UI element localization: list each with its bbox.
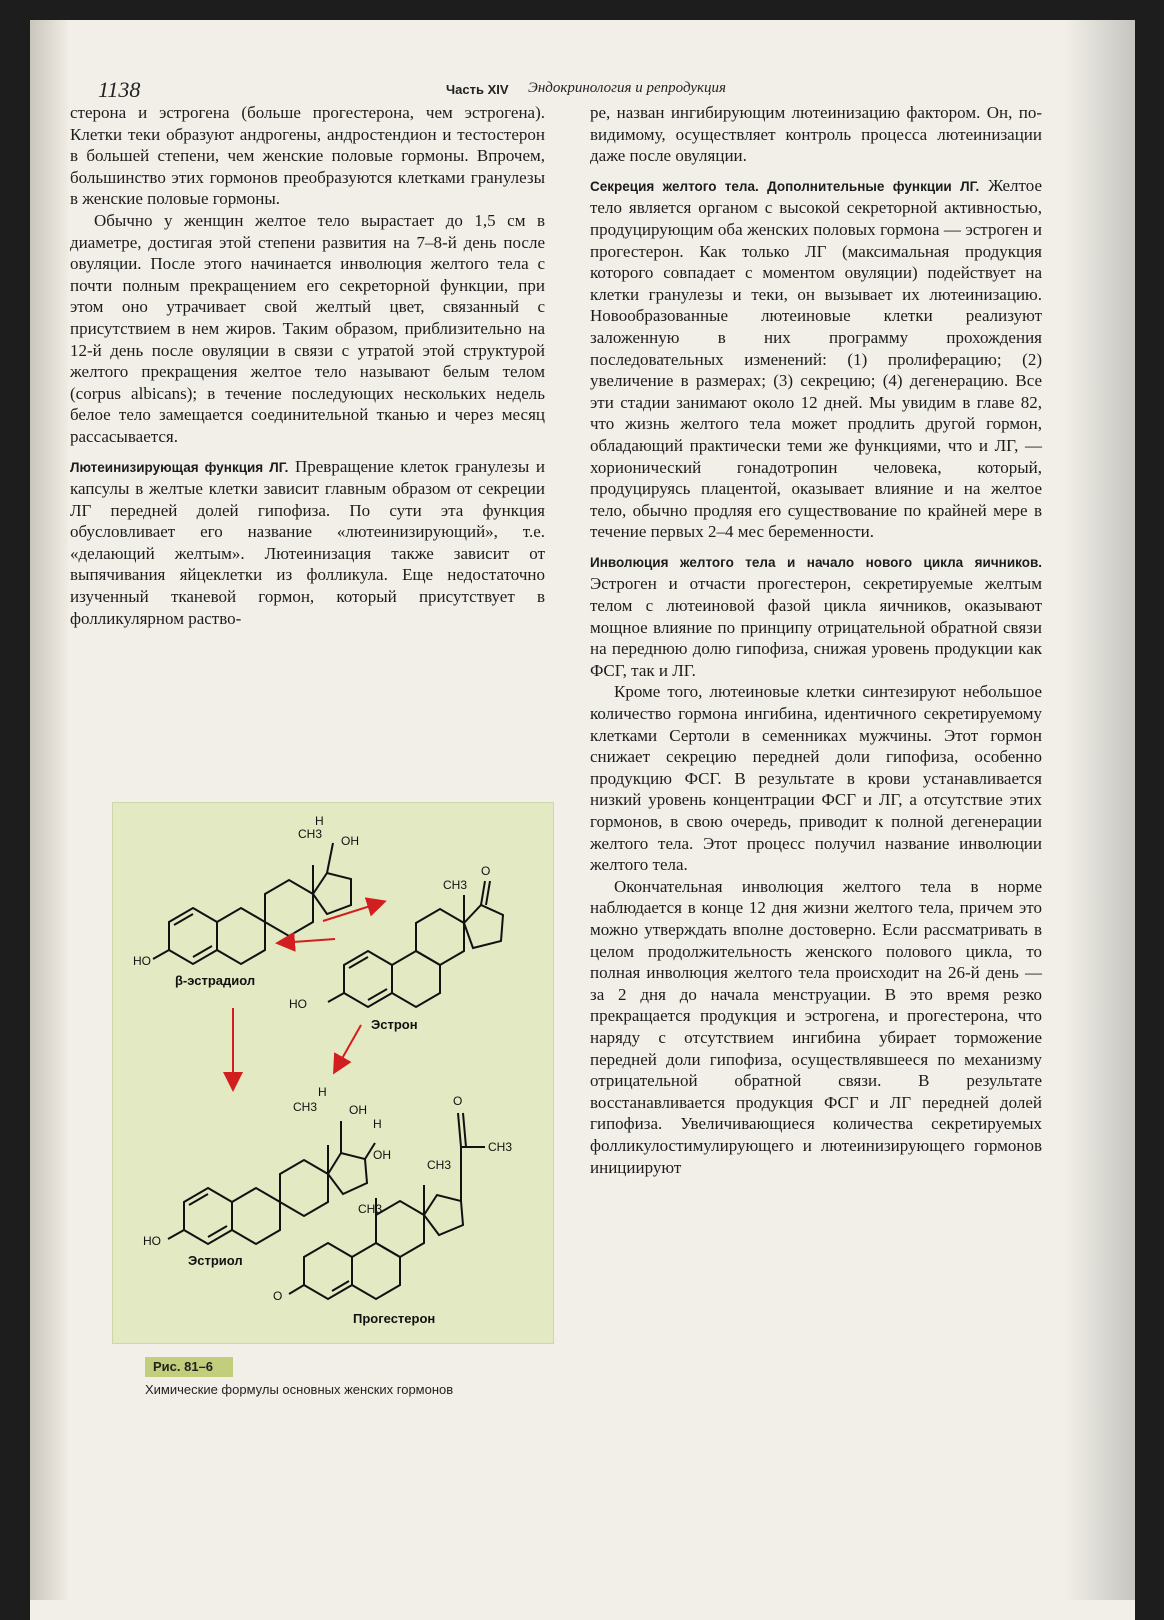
text-column-right [590, 102, 1042, 1178]
text-column-left [70, 102, 545, 629]
atom-label: CH3 [427, 1158, 452, 1172]
atom-label: O [453, 1094, 463, 1108]
atom-label: HO [133, 954, 151, 968]
figure-label: Рис. 81–6 [145, 1357, 233, 1377]
atom-label: O [481, 864, 491, 878]
atom-label: OH [373, 1148, 391, 1162]
paragraph-body: Превращение клеток гранулезы и капсулы в желтые клетки зависит главным образом от секреции ЛГ передней долей гипофиза. По сути эта функция обусловливает его название «лютеинизирующий», т.е. «делающий желтым». Лютеинизация также зависит от выпячивания яйцеклетки из фолликула. Еще недостаточно изученный тканевой гормон, который присутствует в фолликулярном раство- [70, 456, 545, 628]
paragraph [590, 551, 1042, 682]
chemical-structures-figure [112, 802, 554, 1344]
page-edge-shadow [1065, 20, 1135, 1600]
section-heading: Секреция желтого тела. Дополнительные функции ЛГ. [590, 178, 980, 194]
progesterone-structure [289, 1113, 485, 1299]
page-number: 1138 [98, 77, 141, 102]
paragraph-body: Желтое тело является органом с высокой секреторной активностью, продуцирующим оба женских половых гормона — эстроген и прогестерон. Как только ЛГ (максимальная продукция которого совпадает с моментом овуляции) подействует на клетки гранулезы и теки, он вызывает их лютеинизацию. Новообразованные лютеиновые клетки реализуют заложенную в них программу прохождения последовательных изменений: (1) пролиферацию; (2) увеличение в размерах; (3) секрецию; (4) дегенерацию. Все эти стадии занимают около 12 дней. Мы увидим в главе 82, что жизнь желтого тела может продлить другой гормон, обладающий практически теми же функциями, что и ЛГ, — хорионический гонадотропин человека, который, продуцируясь плацентой, оказывает влияние и на желтое тело, обычно продляя его существование по крайней мере в течение первых 2–4 мес беременности. [590, 175, 1042, 542]
part-title: Эндокринология и репродукция [528, 80, 726, 96]
atom-label: H [373, 1117, 382, 1131]
atom-label: H [318, 1085, 327, 1099]
atom-label: HO [143, 1234, 161, 1248]
paragraph-body: Эстроген и отчасти прогестерон, секретируемые желтым телом с лютеиновой фазой цикла яичников, оказывают мощное влияние по принципу отрицательной обратной связи на переднюю долю гипофиза, снижая уровень продукции как ФСГ, так и ЛГ. [590, 574, 1042, 680]
atom-label: CH3 [298, 827, 323, 841]
paragraph [590, 175, 1042, 543]
atom-label: CH3 [443, 878, 468, 892]
paragraph [70, 456, 545, 630]
atom-label: CH3 [488, 1140, 513, 1154]
paragraph: Кроме того, лютеиновые клетки синтезируют небольшое количество гормона ингибина, идентичного секретируемому клетками Сертоли в семенниках мужчины. Этот гормон снижает секрецию передней доли гипофиза, особенно продукцию ФСГ. В результате в крови устанавливается низкий уровень концентрации ФСГ и ЛГ, а отсутствие этих гормонов, в свою очередь, приводит к полной дегенерации желтого тела. Этот процесс получил название инволюции желтого тела. [590, 682, 1042, 875]
paragraph: стерона и эстрогена (больше прогестерона, чем эстрогена). Клетки теки образуют андрогены, андростендион и тестостерон в большей степени, чем женские половые гормоны. Впрочем, большинство этих гормонов преобразуются клетками гранулезы в женские половые гормоны. [70, 103, 545, 209]
compound-name: β-эстрадиол [175, 973, 256, 988]
atom-label: OH [349, 1103, 367, 1117]
section-heading: Инволюция желтого тела и начало нового цикла яичников. [590, 554, 1042, 570]
atom-label: HO [289, 997, 307, 1011]
paragraph: Обычно у женщин желтое тело вырастает до 1,5 см в диаметре, достигая этой степени развития на 7–8-й день после овуляции. После этого начинается инволюция желтого тела с почти полным прекращением его секреторной функции, при этом оно утрачивает свой желтый цвет, связанный с присутствием в нем жиров. Таким образом, приблизительно на 12-й день после овуляции в связи с утратой этой структурой желтого прекращения желтое тело называют белым телом (corpus albicans); в течение последующих нескольких недель белое тело замещается соединительной тканью и через месяц рассасывается. [70, 210, 545, 446]
estrone-structure [328, 881, 503, 1007]
atom-label: OH [341, 834, 359, 848]
structure-diagram [113, 803, 553, 1343]
paragraph: ре, назван ингибирующим лютеинизацию фактором. Он, по-видимому, осуществляет контроль процесса лютеинизации даже после овуляции. [590, 103, 1042, 166]
compound-name: Эстриол [188, 1253, 243, 1268]
part-label: Часть XIV [446, 82, 509, 97]
arrow-estrone-to-estriol [335, 1025, 361, 1071]
atom-label: CH3 [293, 1100, 318, 1114]
arrow-estrone-to-estradiol [279, 939, 335, 943]
atom-label: H [315, 814, 324, 828]
estradiol-structure [153, 843, 351, 964]
paragraph: Окончательная инволюция желтого тела в норме наблюдается в конце 12 дня жизни желтого тела, причем это можно утверждать вполне достоверно. Если рассматривать в целом продолжительность женского полового цикла, то полная инволюция желтого тела происходит на 26-й день — за 2 дня до начала менструации. В это время резко прекращается продукция и эстрогена, и прогестерона, что наряду с отсутствием ингибина убирает торможение передней доли гипофиза, осуществлявшееся по механизму отрицательной обратной связи. В результате восстанавливается продукция ФСГ и ЛГ передней долей гипофиза. Увеличивающиеся количества секретируемых фолликулостимулирующего и лютеинизирующего гормонов инициируют [590, 876, 1042, 1177]
atom-label: CH3 [358, 1202, 383, 1216]
figure-caption: Химические формулы основных женских гормонов [145, 1382, 454, 1397]
compound-name: Прогестерон [353, 1311, 436, 1326]
compound-name: Эстрон [371, 1017, 418, 1032]
atom-label: O [273, 1289, 283, 1303]
estriol-structure [168, 1121, 375, 1244]
section-heading: Лютеинизирующая функция ЛГ. [70, 459, 289, 475]
page-gutter [30, 20, 68, 1600]
